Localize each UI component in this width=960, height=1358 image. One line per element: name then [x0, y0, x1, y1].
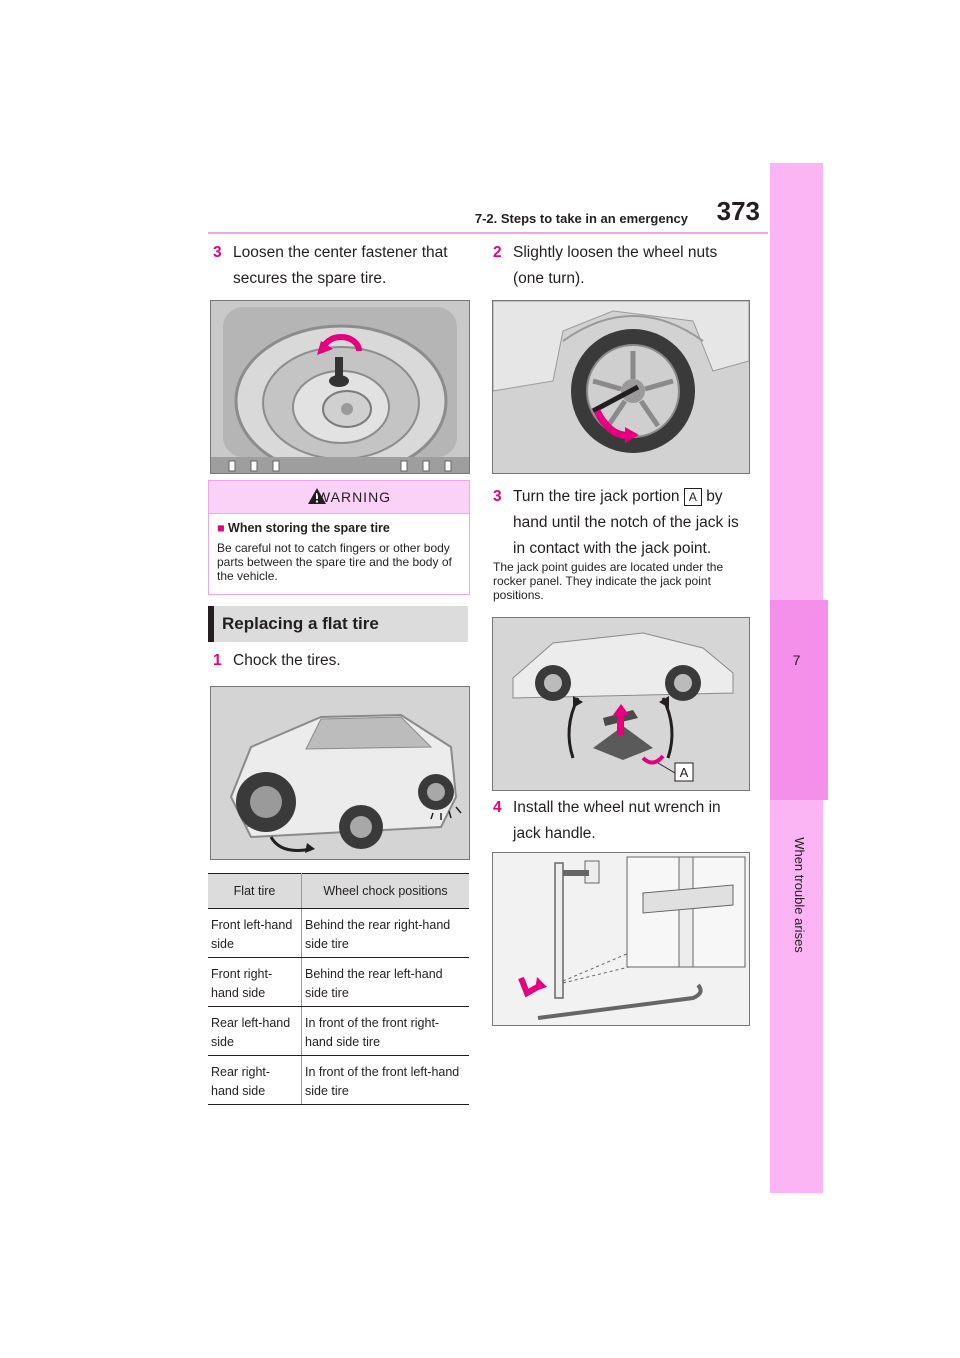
header-rule — [208, 232, 768, 234]
chock-tires-figure — [210, 686, 470, 860]
chapter-number: 7 — [792, 652, 801, 668]
step-4 — [493, 795, 751, 849]
table-header-row — [208, 874, 469, 909]
step-1 — [213, 648, 468, 676]
step-number: 3 — [493, 488, 502, 505]
bullet-square: ■ — [217, 521, 225, 535]
section-heading-text: Replacing a flat tire — [222, 614, 379, 633]
chapter-tab-highlight — [770, 600, 828, 800]
step-number: 3 — [213, 244, 222, 261]
step-text: Install the wheel nut wrench in jack handle. — [513, 799, 721, 842]
figure-label-a: A — [679, 765, 689, 780]
spare-tire-figure — [210, 300, 470, 474]
loosen-nuts-figure — [492, 300, 750, 474]
step-text: Slightly loosen the wheel nuts (one turn). — [513, 244, 718, 287]
table-cell: Front left-hand side — [208, 909, 302, 958]
jack-point-note: The jack point guides are located under the rocker panel. They indicate the jack point positions. — [493, 560, 724, 602]
table-header-cell: Wheel chock positions — [302, 874, 470, 909]
table-cell: In front of the front right-hand side tire — [302, 1007, 470, 1056]
page-number: 373 — [716, 196, 760, 226]
section-heading — [208, 606, 468, 642]
step-3-right — [493, 484, 751, 564]
section-heading-bar — [208, 606, 214, 642]
table-cell: Rear left-hand side — [208, 1007, 302, 1056]
table-header-cell: Flat tire — [208, 874, 302, 909]
wrench-figure — [492, 852, 750, 1026]
table-cell: Rear right-hand side — [208, 1056, 302, 1105]
table-row — [208, 1007, 469, 1056]
table-row — [208, 909, 469, 958]
chock-table — [208, 873, 469, 1105]
warning-title: WARNING — [316, 489, 392, 505]
chapter-label: When trouble arises — [792, 837, 807, 953]
label-a-badge: A — [684, 488, 702, 506]
warning-box — [208, 480, 470, 595]
step-2 — [493, 240, 751, 294]
table-row — [208, 958, 469, 1007]
step-3-left — [213, 240, 468, 294]
table-cell: Behind the rear right-hand side tire — [302, 909, 470, 958]
step-text — [513, 484, 751, 562]
step-number: 2 — [493, 244, 502, 261]
jack-figure — [492, 617, 750, 791]
warning-subtitle-text: When storing the spare tire — [228, 521, 390, 535]
warning-body: Be careful not to catch fingers or other body parts between the spare tire and the body of the vehicle. — [217, 541, 452, 583]
step-text: Loosen the center fastener that secures the spare tire. — [233, 244, 448, 287]
step-number: 4 — [493, 799, 502, 816]
step-text-after: by hand until the notch of the jack is in contact with the jack point. — [513, 488, 739, 557]
table-row — [208, 1056, 469, 1105]
table-cell: In front of the front left-hand side tire — [302, 1056, 470, 1105]
section-title: 7-2. Steps to take in an emergency — [474, 211, 688, 226]
step-number: 1 — [213, 652, 222, 669]
table-cell: Behind the rear left-hand side tire — [302, 958, 470, 1007]
table-cell: Front right-hand side — [208, 958, 302, 1007]
step-text: Chock the tires. — [233, 652, 341, 669]
step-text-before: Turn the tire jack portion — [513, 488, 680, 505]
warning-header — [209, 481, 469, 514]
warning-subtitle — [217, 521, 390, 535]
